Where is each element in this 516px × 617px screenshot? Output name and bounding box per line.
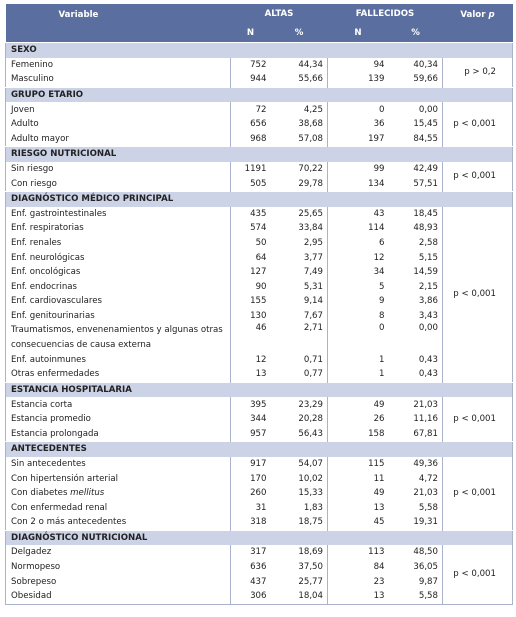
table-row	[6, 397, 513, 412]
row-label: Enf. autoinmunes	[6, 352, 231, 367]
altas-pct-cell: 0,77	[303, 369, 323, 380]
section-header-row	[6, 147, 513, 162]
fallecidos-pct-cell: 3,43	[418, 310, 438, 321]
altas-n-cell: 260	[250, 488, 267, 499]
fallecidos-n-header: N	[328, 24, 389, 43]
table-row	[6, 323, 513, 352]
section-title: DIAGNÓSTICO NUTRICIONAL	[6, 530, 513, 545]
section-title: DIAGNÓSTICO MÉDICO PRINCIPAL	[6, 191, 513, 206]
altas-n-cell: 64	[255, 252, 267, 263]
p-value-cell: p < 0,001	[443, 207, 513, 383]
altas-pct-cell: 10,02	[298, 473, 323, 484]
variable-header: Variable	[6, 4, 231, 43]
table-row	[6, 207, 513, 222]
section-title: RIESGO NUTRICIONAL	[6, 147, 513, 162]
fallecidos-n-cell: 26	[328, 412, 389, 427]
altas-n-cell: 574	[250, 223, 267, 234]
row-label: Estancia promedio	[6, 412, 231, 427]
table-row	[6, 102, 513, 117]
table-row	[6, 352, 513, 367]
fallecidos-pct-cell: 48,50	[413, 547, 438, 558]
altas-n-cell: 968	[250, 133, 267, 144]
fallecidos-n-cell: 0	[328, 323, 389, 352]
row-label: Masculino	[6, 72, 231, 87]
altas-n-cell: 395	[250, 399, 267, 410]
fallecidos-n-cell: 197	[328, 132, 389, 147]
table-row	[6, 265, 513, 280]
p-value-cell: p < 0,001	[443, 457, 513, 530]
altas-n-cell: 917	[250, 458, 267, 469]
altas-n-cell: 344	[250, 414, 267, 425]
table-row	[6, 221, 513, 236]
fallecidos-n-cell: 113	[328, 545, 389, 560]
fallecidos-n-cell: 9	[328, 294, 389, 309]
fallecidos-pct-cell: 19,31	[413, 517, 438, 528]
section-header-row	[6, 442, 513, 457]
altas-pct-cell: 3,77	[303, 252, 323, 263]
altas-pct-cell: 25,77	[298, 576, 323, 587]
p-value-cell: p < 0,001	[443, 545, 513, 604]
table-row	[6, 236, 513, 251]
altas-n-cell: 46	[255, 323, 267, 334]
fallecidos-pct-cell: 49,36	[413, 458, 438, 469]
row-label: Con enfermedad renal	[6, 500, 231, 515]
table-row	[6, 162, 513, 177]
fallecidos-n-cell: 84	[328, 560, 389, 575]
row-label: Con hipertensión arterial	[6, 471, 231, 486]
altas-n-cell: 656	[250, 119, 267, 130]
altas-n-cell: 31	[255, 502, 267, 513]
altas-pct-cell: 15,33	[298, 488, 323, 499]
fallecidos-pct-cell: 15,45	[413, 119, 438, 130]
altas-n-cell: 90	[255, 281, 267, 292]
section-header-row	[6, 382, 513, 397]
fallecidos-pct-cell: 5,15	[418, 252, 438, 263]
fallecidos-pct-cell: 48,93	[413, 223, 438, 234]
altas-pct-cell: 70,22	[298, 164, 323, 175]
altas-pct-cell: 5,31	[303, 281, 323, 292]
section-title: GRUPO ETARIO	[6, 87, 513, 102]
table-row	[6, 515, 513, 530]
altas-pct-cell: 20,28	[298, 414, 323, 425]
row-label: Enf. oncológicas	[6, 265, 231, 280]
fallecidos-pct-cell: 21,03	[413, 488, 438, 499]
altas-n-cell: 317	[250, 547, 267, 558]
row-label: Con diabetes mellitus	[6, 486, 231, 501]
fallecidos-n-cell: 0	[328, 102, 389, 117]
fallecidos-pct-cell: 0,43	[418, 369, 438, 380]
fallecidos-n-cell: 23	[328, 574, 389, 589]
fallecidos-n-cell: 114	[328, 221, 389, 236]
table-row	[6, 486, 513, 501]
fallecidos-n-cell: 13	[328, 500, 389, 515]
row-label: Sin antecedentes	[6, 457, 231, 472]
altas-n-cell: 170	[250, 473, 267, 484]
table-row	[6, 72, 513, 87]
table-row	[6, 117, 513, 132]
fallecidos-pct-cell: 59,66	[413, 74, 438, 85]
altas-n-cell: 318	[250, 517, 267, 528]
fallecidos-n-cell: 8	[328, 309, 389, 324]
row-label: Obesidad	[6, 589, 231, 604]
table-row	[6, 58, 513, 73]
row-label: Adulto mayor	[6, 132, 231, 147]
row-label: Estancia prolongada	[6, 426, 231, 441]
row-label: Con riesgo	[6, 176, 231, 191]
fallecidos-pct-cell: 11,16	[413, 414, 438, 425]
p-value-header: Valor p	[443, 4, 513, 43]
fallecidos-pct-cell: 0,43	[418, 354, 438, 365]
p-value-cell: p < 0,001	[443, 102, 513, 146]
table-row	[6, 574, 513, 589]
fallecidos-pct-cell: 18,45	[413, 208, 438, 219]
table-row	[6, 280, 513, 295]
row-label: Enf. genitourinarias	[6, 309, 231, 324]
section-header-row	[6, 43, 513, 58]
altas-pct-cell: 4,25	[303, 104, 323, 115]
data-table-container	[5, 4, 512, 605]
row-label: Enf. respiratorias	[6, 221, 231, 236]
p-value-cell: p < 0,001	[443, 397, 513, 441]
altas-n-cell: 306	[250, 591, 267, 602]
table-row	[6, 309, 513, 324]
altas-pct-cell: 18,69	[298, 547, 323, 558]
fallecidos-n-cell: 134	[328, 176, 389, 191]
altas-n-cell: 50	[255, 238, 267, 249]
fallecidos-n-cell: 13	[328, 589, 389, 604]
table-row	[6, 132, 513, 147]
section-title: SEXO	[6, 43, 513, 58]
fallecidos-n-cell: 12	[328, 250, 389, 265]
p-value-cell: p < 0,001	[443, 162, 513, 192]
altas-n-cell: 127	[250, 267, 267, 278]
altas-n-header: N	[231, 24, 271, 43]
fallecidos-n-cell: 49	[328, 486, 389, 501]
fallecidos-pct-cell: 5,58	[418, 502, 438, 513]
row-label: Enf. cardiovasculares	[6, 294, 231, 309]
fallecidos-pct-cell: 40,34	[413, 59, 438, 70]
altas-pct-cell: 2,95	[303, 238, 323, 249]
fallecidos-n-cell: 11	[328, 471, 389, 486]
fallecidos-n-cell: 43	[328, 207, 389, 222]
altas-n-cell: 435	[250, 208, 267, 219]
table-row	[6, 589, 513, 604]
altas-pct-cell: 54,07	[298, 458, 323, 469]
table-row	[6, 500, 513, 515]
table-row	[6, 176, 513, 191]
altas-n-cell: 944	[250, 74, 267, 85]
fallecidos-pct-cell: 4,72	[418, 473, 438, 484]
altas-pct-cell: 9,14	[303, 296, 323, 307]
section-header-row	[6, 191, 513, 206]
fallecidos-n-cell: 36	[328, 117, 389, 132]
table-row	[6, 457, 513, 472]
altas-n-cell: 1191	[244, 164, 267, 175]
altas-pct-cell: 2,71	[303, 323, 323, 334]
row-label: Enf. renales	[6, 236, 231, 251]
row-label: Enf. gastrointestinales	[6, 207, 231, 222]
fallecidos-header: FALLECIDOS	[328, 4, 443, 24]
fallecidos-pct-cell: 0,00	[418, 323, 438, 334]
table-row	[6, 412, 513, 427]
table-row	[6, 471, 513, 486]
fallecidos-pct-cell: 9,87	[418, 576, 438, 587]
altas-pct-cell: 18,04	[298, 591, 323, 602]
row-label: Normopeso	[6, 560, 231, 575]
row-label: Femenino	[6, 58, 231, 73]
altas-pct-cell: 1,83	[303, 502, 323, 513]
row-label: Enf. neurológicas	[6, 250, 231, 265]
altas-n-cell: 636	[250, 562, 267, 573]
row-label: Sobrepeso	[6, 574, 231, 589]
section-header-row	[6, 530, 513, 545]
altas-n-cell: 130	[250, 310, 267, 321]
table-row	[6, 545, 513, 560]
table-row	[6, 426, 513, 441]
altas-pct-header: %	[271, 24, 328, 43]
p-value-cell: p > 0,2	[443, 58, 513, 88]
altas-pct-cell: 25,65	[298, 208, 323, 219]
fallecidos-pct-cell: 2,15	[418, 281, 438, 292]
altas-pct-cell: 7,49	[303, 267, 323, 278]
altas-pct-cell: 37,50	[298, 562, 323, 573]
mortality-table	[5, 4, 513, 605]
altas-n-cell: 155	[250, 296, 267, 307]
table-body	[6, 43, 513, 605]
fallecidos-pct-cell: 3,86	[418, 296, 438, 307]
altas-header: ALTAS	[231, 4, 328, 24]
altas-n-cell: 957	[250, 428, 267, 439]
altas-n-cell: 752	[250, 59, 267, 70]
fallecidos-n-cell: 49	[328, 397, 389, 412]
fallecidos-pct-cell: 2,58	[418, 238, 438, 249]
altas-pct-cell: 29,78	[298, 178, 323, 189]
row-label: Adulto	[6, 117, 231, 132]
row-label: Enf. endocrinas	[6, 280, 231, 295]
row-label: Sin riesgo	[6, 162, 231, 177]
row-label: Otras enfermedades	[6, 367, 231, 382]
table-row	[6, 294, 513, 309]
row-label: Estancia corta	[6, 397, 231, 412]
altas-pct-cell: 38,68	[298, 119, 323, 130]
row-label: Traumatismos, envenenamientos y algunas otras consecuencias de causa externa	[6, 323, 231, 352]
altas-n-cell: 13	[255, 369, 267, 380]
fallecidos-pct-cell: 42,49	[413, 164, 438, 175]
altas-pct-cell: 18,75	[298, 517, 323, 528]
table-row	[6, 560, 513, 575]
fallecidos-n-cell: 94	[328, 58, 389, 73]
altas-n-cell: 12	[255, 354, 267, 365]
altas-pct-cell: 7,67	[303, 310, 323, 321]
fallecidos-n-cell: 1	[328, 352, 389, 367]
altas-pct-cell: 56,43	[298, 428, 323, 439]
fallecidos-n-cell: 99	[328, 162, 389, 177]
fallecidos-n-cell: 6	[328, 236, 389, 251]
altas-pct-cell: 55,66	[298, 74, 323, 85]
altas-n-cell: 505	[250, 178, 267, 189]
row-label: Con 2 o más antecedentes	[6, 515, 231, 530]
fallecidos-n-cell: 45	[328, 515, 389, 530]
table-row	[6, 367, 513, 382]
fallecidos-pct-cell: 84,55	[413, 133, 438, 144]
fallecidos-pct-header: %	[389, 24, 443, 43]
fallecidos-pct-cell: 36,05	[413, 562, 438, 573]
altas-pct-cell: 57,08	[298, 133, 323, 144]
altas-n-cell: 72	[255, 104, 267, 115]
fallecidos-pct-cell: 21,03	[413, 399, 438, 410]
fallecidos-pct-cell: 14,59	[413, 267, 438, 278]
table-header	[6, 4, 513, 43]
altas-n-cell: 437	[250, 576, 267, 587]
section-title: ANTECEDENTES	[6, 442, 513, 457]
altas-pct-cell: 0,71	[303, 354, 323, 365]
fallecidos-n-cell: 115	[328, 457, 389, 472]
table-row	[6, 250, 513, 265]
fallecidos-pct-cell: 5,58	[418, 591, 438, 602]
section-title: ESTANCIA HOSPITALARIA	[6, 382, 513, 397]
fallecidos-pct-cell: 67,81	[413, 428, 438, 439]
altas-pct-cell: 33,84	[298, 223, 323, 234]
fallecidos-n-cell: 5	[328, 280, 389, 295]
fallecidos-pct-cell: 0,00	[418, 104, 438, 115]
fallecidos-n-cell: 1	[328, 367, 389, 382]
fallecidos-n-cell: 158	[328, 426, 389, 441]
altas-pct-cell: 44,34	[298, 59, 323, 70]
row-label: Delgadez	[6, 545, 231, 560]
fallecidos-n-cell: 34	[328, 265, 389, 280]
fallecidos-n-cell: 139	[328, 72, 389, 87]
section-header-row	[6, 87, 513, 102]
row-label: Joven	[6, 102, 231, 117]
fallecidos-pct-cell: 57,51	[413, 178, 438, 189]
altas-pct-cell: 23,29	[298, 399, 323, 410]
